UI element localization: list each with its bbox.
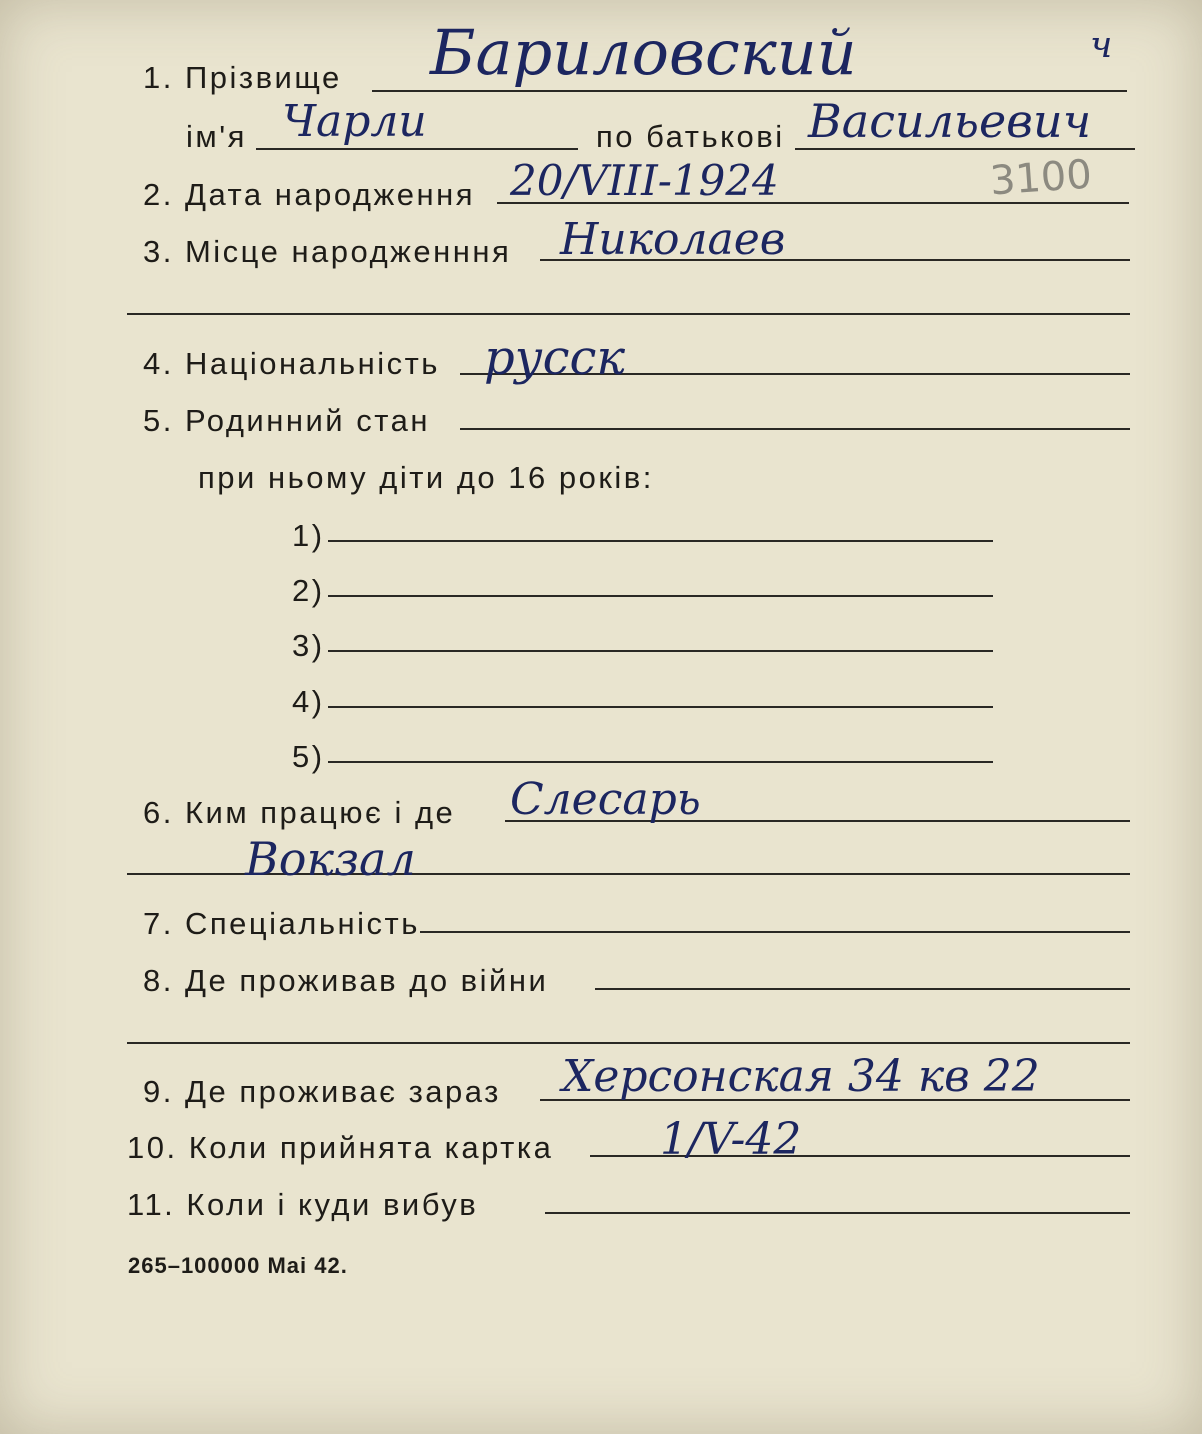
value-workplace: Вокзал xyxy=(245,832,416,886)
child-number: 1) xyxy=(292,518,325,553)
line-prewar-residence-extra xyxy=(127,1042,1130,1044)
surname-ending-mark: ч xyxy=(1090,25,1113,66)
line-marital-status xyxy=(460,428,1130,430)
value-patronymic: Васильевич xyxy=(808,94,1092,148)
label-nationality: 4. Національність xyxy=(143,346,440,381)
value-card-accepted: 1/V-42 xyxy=(660,1114,802,1165)
print-info: 265–100000 Mai 42. xyxy=(128,1253,348,1278)
line-departed xyxy=(545,1212,1130,1214)
label-children: при ньому діти до 16 років: xyxy=(198,460,654,495)
label-surname: 1. Прізвище xyxy=(143,60,342,95)
child-number: 4) xyxy=(292,684,325,719)
child-number: 2) xyxy=(292,573,325,608)
value-nationality: русск xyxy=(484,330,625,386)
child-line xyxy=(328,540,993,542)
label-name: ім'я xyxy=(186,119,247,154)
value-birth-place: Николаев xyxy=(560,214,786,265)
child-number: 5) xyxy=(292,739,325,774)
value-birth-date: 20/VIII-1924 xyxy=(510,156,779,205)
value-current-residence: Херсонская 34 кв 22 xyxy=(562,1051,1040,1102)
value-occupation: Слесарь xyxy=(510,774,701,825)
value-name: Чарли xyxy=(282,96,427,147)
line-prewar-residence xyxy=(595,988,1130,990)
label-current-residence: 9. Де проживає зараз xyxy=(143,1074,501,1109)
line-surname xyxy=(372,90,1127,92)
line-patronymic xyxy=(795,148,1135,150)
label-birth-place: 3. Місце народженння xyxy=(143,234,512,269)
label-patronymic: по батькові xyxy=(596,119,785,154)
line-speciality xyxy=(420,931,1130,933)
label-card-accepted: 10. Коли прийнята картка xyxy=(127,1130,554,1165)
child-line xyxy=(328,706,993,708)
value-surname: Бариловский xyxy=(430,16,857,89)
line-birth-place-extra xyxy=(127,313,1130,315)
label-prewar-residence: 8. Де проживав до війни xyxy=(143,963,549,998)
child-number: 3) xyxy=(292,628,325,663)
pencil-number: 3100 xyxy=(988,151,1094,205)
child-line xyxy=(328,650,993,652)
label-birth-date: 2. Дата народження xyxy=(143,177,475,212)
label-occupation: 6. Ким працює і де xyxy=(143,795,456,830)
child-line xyxy=(328,761,993,763)
line-name xyxy=(256,148,578,150)
label-departed: 11. Коли і куди вибув xyxy=(127,1187,479,1222)
child-line xyxy=(328,595,993,597)
label-marital-status: 5. Родинний стан xyxy=(143,403,430,438)
label-speciality: 7. Спеціальність xyxy=(143,906,420,941)
